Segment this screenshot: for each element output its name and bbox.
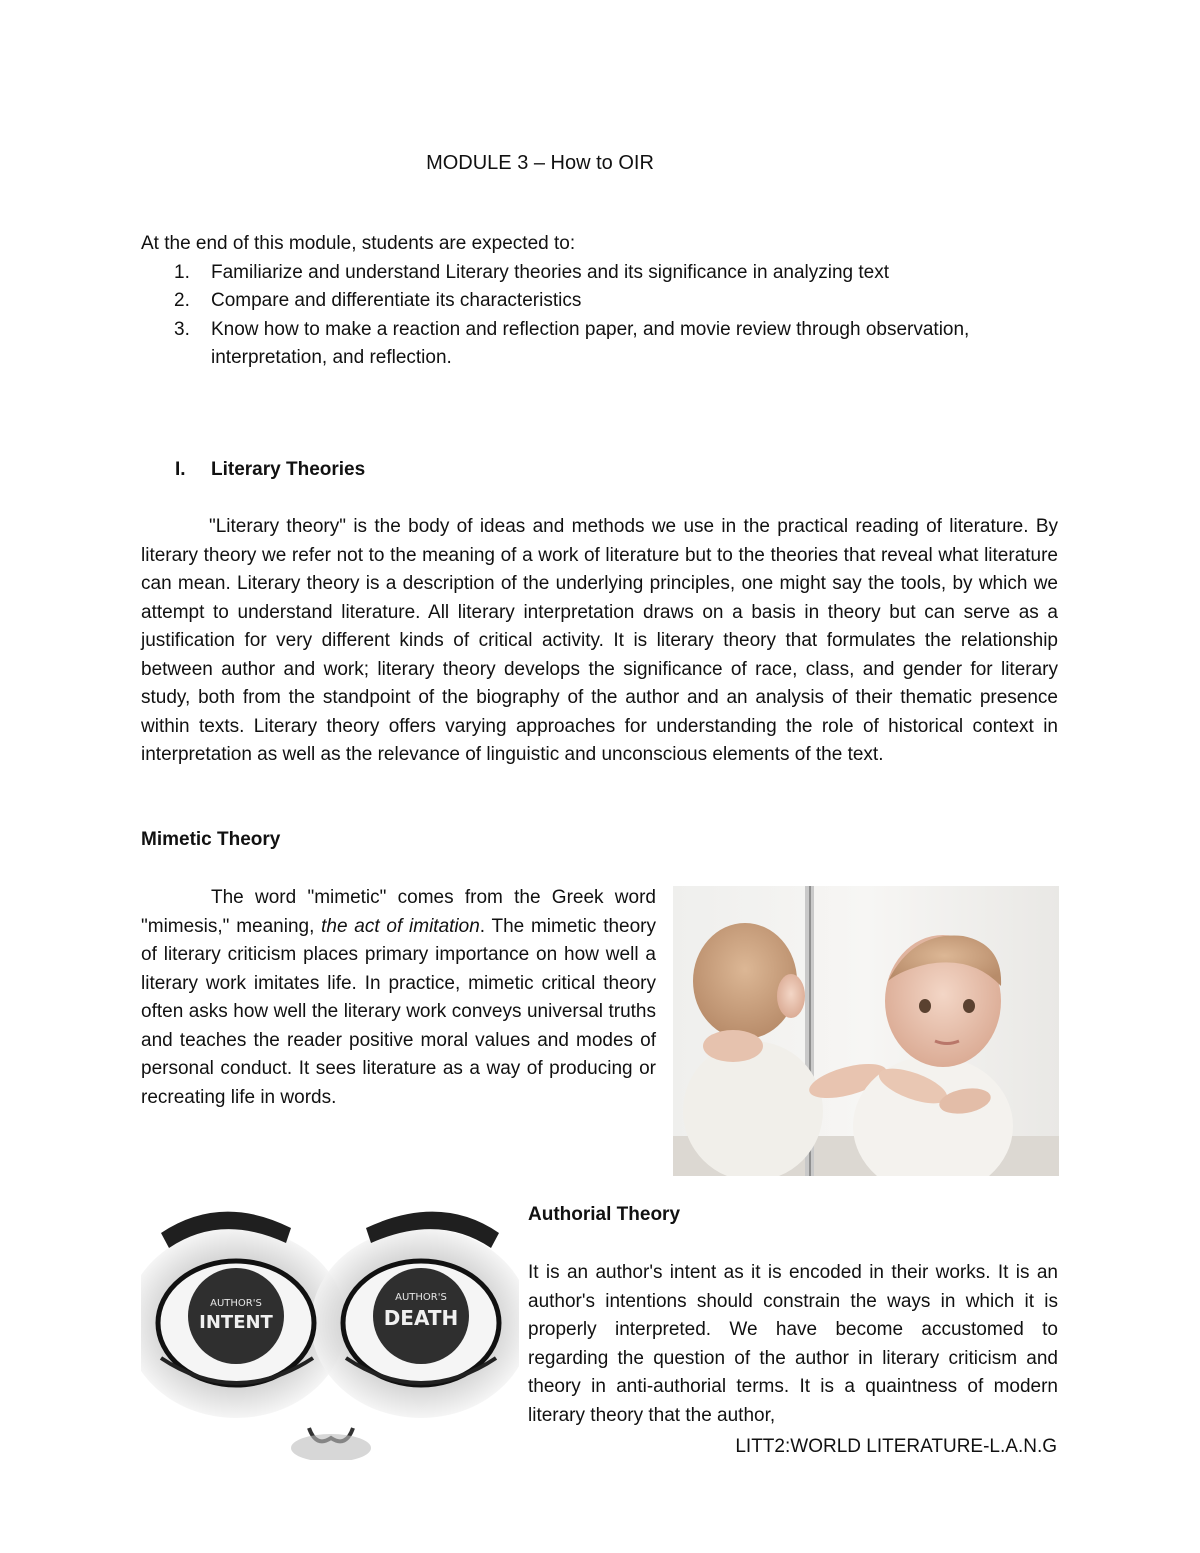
list-item: 2. Compare and differentiate its characteristics bbox=[174, 290, 582, 311]
list-item: 1. Familiarize and understand Literary theories and its significance in analyzing text bbox=[174, 261, 890, 283]
section-heading-text: Literary Theories bbox=[211, 459, 366, 480]
objectives-lead: At the end of this module, students are expected to: bbox=[141, 233, 576, 254]
right-eye-label-main: DEATH bbox=[383, 1306, 459, 1330]
section-numeral: I. bbox=[175, 459, 186, 480]
objectives-block bbox=[141, 230, 1041, 373]
emphasis-text: the act of imitation bbox=[321, 915, 480, 937]
authorial-theory-heading: Authorial Theory bbox=[528, 1204, 681, 1225]
left-eye-label-top: AUTHOR'S bbox=[210, 1298, 262, 1309]
objectives-list bbox=[141, 259, 1041, 373]
authorial-theory-paragraph: It is an author's intent as it is encoded in their works. It is an author's intentions should constrain the ways in which it is properly interpreted. We have become accustomed to regarding the question of the author in literary criticism and theory in anti-authorial terms. It is a quaintness of modern literary theory that the author, bbox=[528, 1262, 1058, 1426]
list-item: 3. Know how to make a reaction and reflection paper, and movie review through observation, interpretation, and reflection. bbox=[174, 318, 970, 368]
baby-mirror-photo bbox=[673, 886, 1059, 1176]
page-title: MODULE 3 – How to OIR bbox=[426, 152, 654, 174]
left-eye-label-main: INTENT bbox=[199, 1312, 273, 1333]
right-eye-label-top: AUTHOR'S bbox=[395, 1292, 447, 1303]
mimetic-theory-paragraph: The word "mimetic" comes from the Greek word "mimesis," meaning, the act of imitation. The mimetic theory of literary criticism places primary importance on how well a literary work imitates life. In practice, mimetic critical theory often asks how well the literary work conveys universal truths and teaches the reader positive moral values and modes of personal conduct. It sees literature as a way of producing or recreating life in words. bbox=[141, 887, 656, 1108]
page-footer: LITT2:WORLD LITERATURE-L.A.N.G bbox=[735, 1436, 1057, 1457]
mimetic-theory-heading: Mimetic Theory bbox=[141, 829, 281, 850]
author-intent-death-illustration bbox=[141, 1198, 519, 1460]
section-heading-literary-theories bbox=[175, 459, 365, 481]
literary-theory-paragraph: "Literary theory" is the body of ideas and methods we use in the practical reading of literature. By literary theory we refer not to the meaning of a work of literature but to the theories that reveal what literature can mean. Literary theory is a description of the underlying principles, one might say the tools, by which we attempt to understand literature. All literary interpretation draws on a basis in theory but can serve as a justification for very different kinds of critical activity. It is literary theory that formulates the relationship between author and work; literary theory develops the significance of race, class, and gender for literary study, both from the standpoint of the biography of the author and an analysis of their thematic presence within texts. Literary theory offers varying approaches for understanding the role of historical context in interpretation as well as the relevance of linguistic and unconscious elements of the text. bbox=[141, 516, 1058, 765]
